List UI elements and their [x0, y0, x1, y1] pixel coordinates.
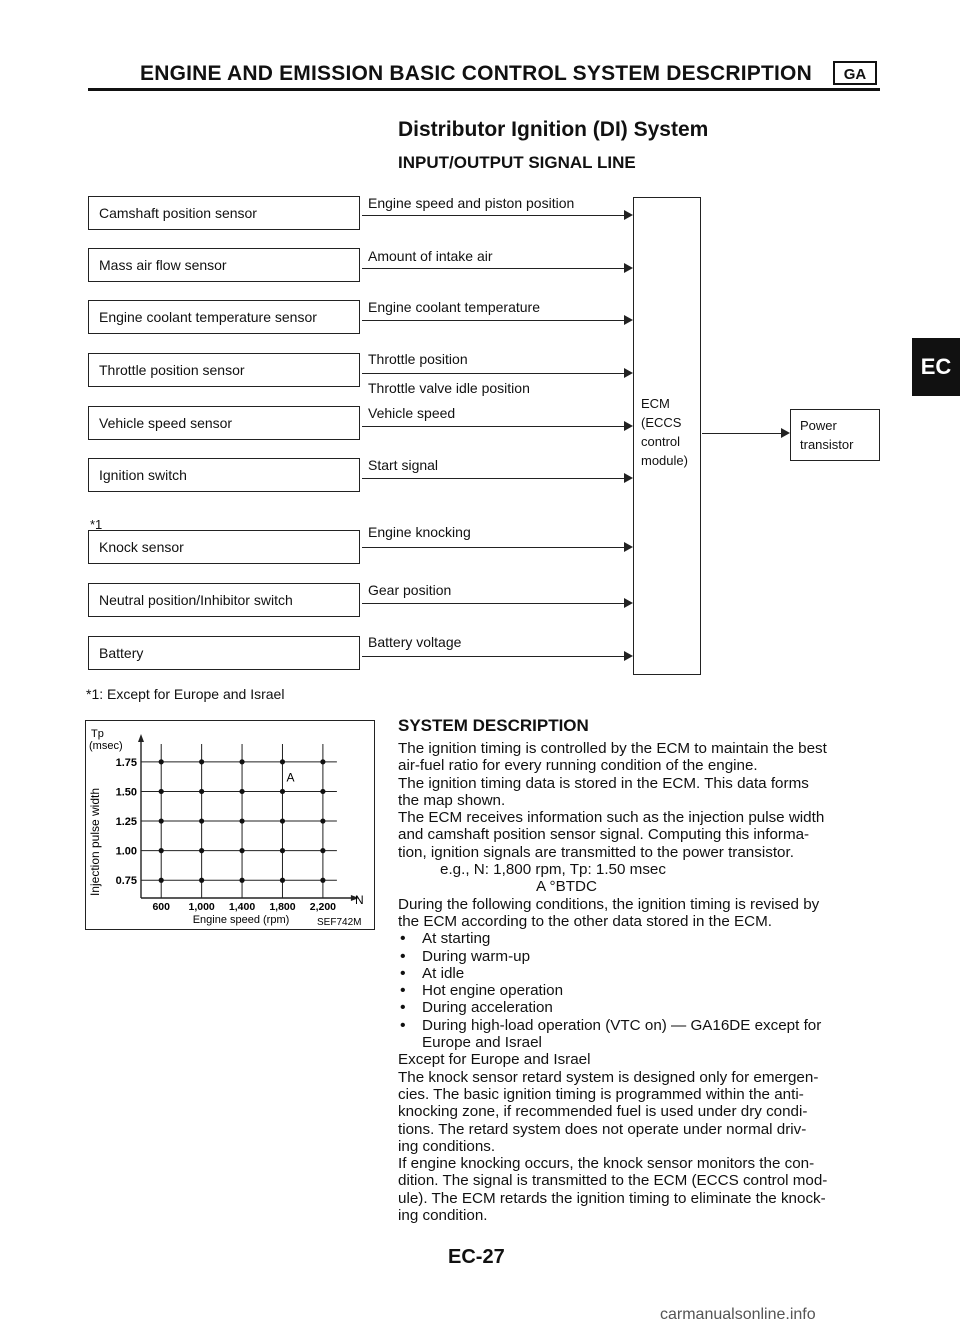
header-rule: [88, 88, 880, 91]
y-tick-label: 1.75: [115, 756, 137, 769]
data-point: [239, 878, 244, 883]
text-line: dition. The signal is transmitted to the ECM (ECCS control mod-: [398, 1172, 828, 1190]
arrow-right-icon: [624, 542, 633, 552]
data-point: [320, 848, 325, 853]
section-side-tab[interactable]: EC: [912, 338, 960, 396]
arrow-right-icon: [624, 368, 633, 378]
data-point: [320, 878, 325, 883]
footnote-mark: *1: [90, 517, 103, 532]
data-point: [159, 878, 164, 883]
signal-label: Vehicle speed: [368, 405, 456, 421]
data-point: [199, 818, 204, 823]
arrow-right-icon: [781, 428, 790, 438]
data-point: [199, 759, 204, 764]
data-point: [199, 789, 204, 794]
data-point: [199, 848, 204, 853]
ecm-label-line: (ECCS: [641, 415, 682, 430]
model-badge: GA: [833, 61, 877, 85]
sensor-box: Ignition switch: [88, 458, 360, 492]
system-description-body: [398, 740, 898, 1224]
bullet-item: • During warm-up: [398, 948, 898, 965]
ecm-label-line: ECM: [641, 396, 670, 411]
data-point: [280, 878, 285, 883]
power-transistor-box: [790, 409, 880, 461]
signal-line: [362, 268, 630, 269]
x-tick-label: 1,000: [188, 901, 215, 913]
data-point: [159, 818, 164, 823]
text-line: A °BTDC: [536, 878, 597, 896]
arrow-right-icon: [624, 263, 633, 273]
ecm-label: [641, 394, 688, 470]
signal-label: Battery voltage: [368, 634, 462, 650]
sensor-box: Battery: [88, 636, 360, 670]
signal-line: [362, 547, 630, 548]
text-line: knocking zone, if recommended fuel is used under dry condi-: [398, 1103, 808, 1121]
x-tick-label: 2,200: [309, 901, 337, 913]
chart-y-unit-label: Tp: [91, 728, 104, 740]
bullet-item: • At idle: [398, 965, 898, 982]
signal-line: [362, 373, 630, 374]
data-point: [159, 759, 164, 764]
signal-line: [362, 478, 630, 479]
x-tick-label: 1,800: [269, 901, 296, 913]
ignition-map-chart: [85, 720, 375, 930]
data-point: [239, 848, 244, 853]
bullet-item: • At starting: [398, 930, 898, 947]
data-point: [199, 878, 204, 883]
text-line: The ignition timing is controlled by the ECM to maintain the best: [398, 740, 827, 757]
data-point: [280, 818, 285, 823]
text-line: If engine knocking occurs, the knock sensor monitors the con-: [398, 1155, 815, 1173]
sensor-box: Camshaft position sensor: [88, 196, 360, 230]
data-point: [280, 789, 285, 794]
text-line: e.g., N: 1,800 rpm, Tp: 1.50 msec: [440, 861, 666, 879]
sensor-box: Neutral position/Inhibitor switch: [88, 583, 360, 617]
data-point: [159, 789, 164, 794]
signal-label: Engine coolant temperature: [368, 299, 540, 315]
text-line: tion, ignition signals are transmitted to the power transistor.: [398, 843, 794, 861]
bullet-item: • Hot engine operation: [398, 982, 898, 999]
chart-x-axis-letter: N: [355, 893, 364, 907]
watermark: carmanualsonline.info: [660, 1306, 816, 1323]
signal-label: Engine knocking: [368, 524, 471, 540]
data-point: [320, 759, 325, 764]
y-tick-label: 1.00: [115, 845, 137, 858]
y-tick-label: 0.75: [115, 875, 137, 888]
bullet-item: • During acceleration: [398, 999, 898, 1016]
data-point: [320, 789, 325, 794]
chart-y-label: Injection pulse width: [88, 787, 102, 897]
section-title: Distributor Ignition (DI) System: [398, 118, 709, 141]
arrow-right-icon: [624, 315, 633, 325]
signal-label: Throttle position: [368, 351, 468, 367]
signal-label: Gear position: [368, 582, 452, 598]
text-line: air-fuel ratio for every running condition of the engine.: [398, 757, 758, 775]
arrow-right-icon: [624, 421, 633, 431]
text-line: the ECM according to the other data stored in the ECM.: [398, 912, 772, 930]
text-line: The ECM receives information such as the injection pulse width: [398, 809, 825, 827]
signal-label: Amount of intake air: [368, 248, 493, 264]
data-point: [159, 848, 164, 853]
signal-label: Start signal: [368, 457, 439, 473]
footnote: *1: Except for Europe and Israel: [86, 686, 285, 702]
sensor-box: Throttle position sensor: [88, 353, 360, 387]
text-line: cies. The basic ignition timing is programmed within the anti-: [398, 1085, 804, 1103]
text-line: Except for Europe and Israel: [398, 1051, 591, 1069]
y-axis-arrow-icon: [138, 734, 144, 742]
data-point: [320, 818, 325, 823]
header-title: ENGINE AND EMISSION BASIC CONTROL SYSTEM DESCRIPTION: [140, 62, 812, 85]
text-line: the map shown.: [398, 791, 506, 809]
sensor-box: Vehicle speed sensor: [88, 406, 360, 440]
sensor-box: Knock sensor: [88, 530, 360, 564]
text-line: ing condition.: [398, 1207, 488, 1225]
figure-code: SEF742M: [317, 917, 362, 928]
power-transistor-line: Power: [800, 418, 837, 433]
text-line: tions. The retard system does not operate under normal driv-: [398, 1120, 807, 1138]
x-tick-label: 600: [152, 901, 170, 913]
ecm-label-line: control: [641, 434, 681, 449]
text-line: During the following conditions, the ignition timing is revised by: [398, 895, 820, 913]
system-description-heading: SYSTEM DESCRIPTION: [398, 716, 589, 735]
text-line: and camshaft position sensor signal. Computing this informa-: [398, 826, 810, 844]
text-line: ing conditions.: [398, 1137, 496, 1155]
signal-label: Engine speed and piston position: [368, 195, 575, 211]
output-line: [702, 433, 788, 434]
signal-line: [362, 656, 630, 657]
data-point: [239, 818, 244, 823]
sensor-box: Engine coolant temperature sensor: [88, 300, 360, 334]
arrow-right-icon: [624, 473, 633, 483]
page-number: EC-27: [448, 1246, 505, 1268]
text-line: ule). The ECM retards the ignition timing to eliminate the knock-: [398, 1189, 826, 1207]
point-label-a: A: [286, 770, 295, 785]
ecm-label-line: module): [641, 453, 688, 468]
signal-line: [362, 215, 630, 216]
signal-line: [362, 603, 630, 604]
x-tick-label: 1,400: [228, 901, 256, 913]
sensor-box: Mass air flow sensor: [88, 248, 360, 282]
data-point: [280, 759, 285, 764]
chart-y-unit: (msec): [89, 740, 123, 752]
data-point: [239, 789, 244, 794]
arrow-right-icon: [624, 598, 633, 608]
arrow-right-icon: [624, 210, 633, 220]
bullet-item: • During high-load operation (VTC on) — GA16DE except for: [398, 1017, 898, 1034]
arrow-right-icon: [624, 651, 633, 661]
power-transistor-line: transistor: [800, 437, 854, 452]
y-tick-label: 1.25: [115, 816, 137, 829]
y-tick-label: 1.50: [115, 786, 137, 799]
signal-line: [362, 426, 630, 427]
text-line: The ignition timing data is stored in the ECM. This data forms: [398, 774, 809, 792]
chart-x-label: Engine speed (rpm): [192, 914, 290, 926]
text-line: Europe and Israel: [422, 1034, 542, 1052]
text-line: The knock sensor retard system is designed only for emergen-: [398, 1068, 819, 1086]
section-subtitle: INPUT/OUTPUT SIGNAL LINE: [398, 153, 636, 172]
signal-line: [362, 320, 630, 321]
signal-label: Throttle valve idle position: [368, 380, 530, 396]
data-point: [280, 848, 285, 853]
data-point: [239, 759, 244, 764]
